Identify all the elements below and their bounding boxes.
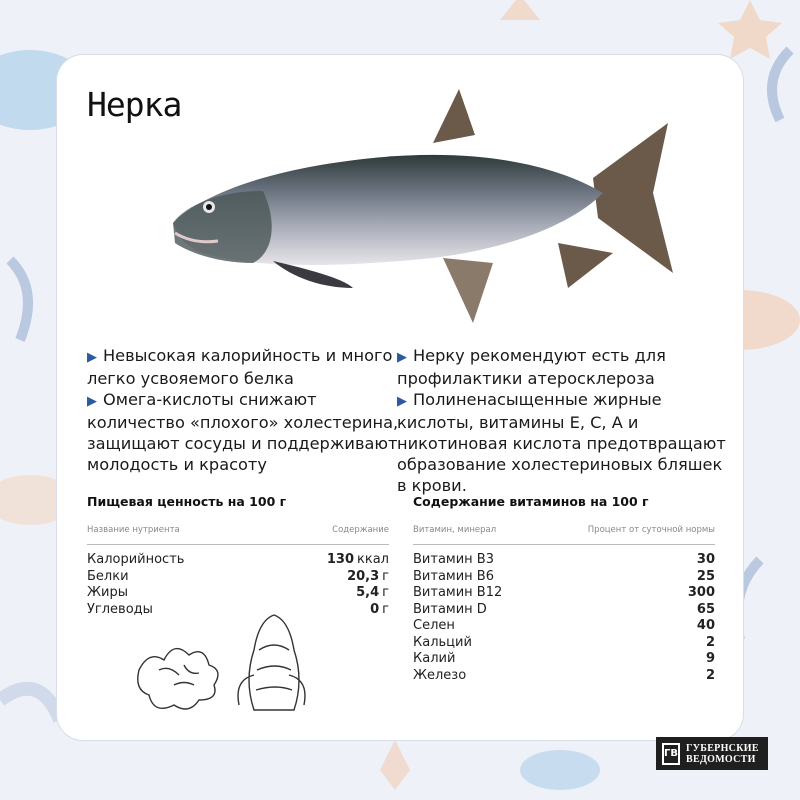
- divider: [413, 544, 715, 545]
- table-row: Белки 20,3 г: [87, 568, 389, 584]
- triangle-bullet-icon: ▶: [87, 394, 97, 409]
- benefit-item: ▶ Невысокая калорийность и много легко усвояемого белка: [87, 346, 393, 388]
- triangle-bullet-icon: ▶: [397, 394, 407, 409]
- benefits-left: [87, 345, 407, 475]
- page-title: Нерка: [87, 85, 182, 124]
- nutrition-col-name: Название нутриента: [87, 525, 180, 535]
- publisher-logo: [656, 737, 768, 770]
- nutrition-table: [87, 552, 389, 618]
- table-row: Витамин В3 30: [413, 552, 715, 567]
- benefit-item: ▶ Омега-кислоты снижают количество «плохого» холестерина, защищают сосуды и поддерживают молодость и красоту: [87, 390, 399, 474]
- benefits-right: [397, 345, 727, 496]
- table-row: Витамин В6 25: [413, 568, 715, 584]
- table-row: Селен 40: [413, 618, 715, 633]
- coral-illustration: [129, 610, 369, 720]
- fish-illustration: [113, 83, 673, 333]
- table-row: Жиры 5,4 г: [87, 585, 389, 600]
- nutrition-title: Пищевая ценность на 100 г: [87, 494, 287, 509]
- logo-text: ГУБЕРНСКИЕ ВЕДОМОСТИ: [686, 742, 759, 765]
- table-row: Витамин В12 300: [413, 585, 715, 600]
- vitamins-table: [413, 552, 715, 684]
- table-row: Витамин D 65: [413, 601, 715, 617]
- table-row: Калорийность 130 ккал: [87, 552, 389, 567]
- triangle-bullet-icon: ▶: [87, 350, 97, 365]
- vitamins-header: [413, 525, 715, 535]
- table-row: Кальций 2: [413, 634, 715, 650]
- vitamins-col-value: Процент от суточной нормы: [587, 525, 715, 535]
- table-row: Углеводы 0 г: [87, 601, 389, 617]
- info-card: [57, 55, 743, 740]
- table-row: Железо 2: [413, 667, 715, 683]
- nutrition-col-value: Содержание: [332, 525, 389, 535]
- vitamins-title: Содержание витаминов на 100 г: [413, 494, 649, 509]
- vitamins-col-name: Витамин, минерал: [413, 525, 497, 535]
- nutrition-header: [87, 525, 389, 535]
- logo-mark-icon: ГВ: [662, 743, 680, 765]
- table-row: Калий 9: [413, 651, 715, 666]
- benefit-item: ▶ Нерку рекомендуют есть для профилактики атеросклероза: [397, 346, 666, 388]
- benefit-item: ▶ Полиненасыщенные жирные кислоты, витамины Е, С, А и никотиновая кислота предотвращают образование холестериновых бляшек в крови.: [397, 390, 726, 495]
- divider: [87, 544, 389, 545]
- triangle-bullet-icon: ▶: [397, 350, 407, 365]
